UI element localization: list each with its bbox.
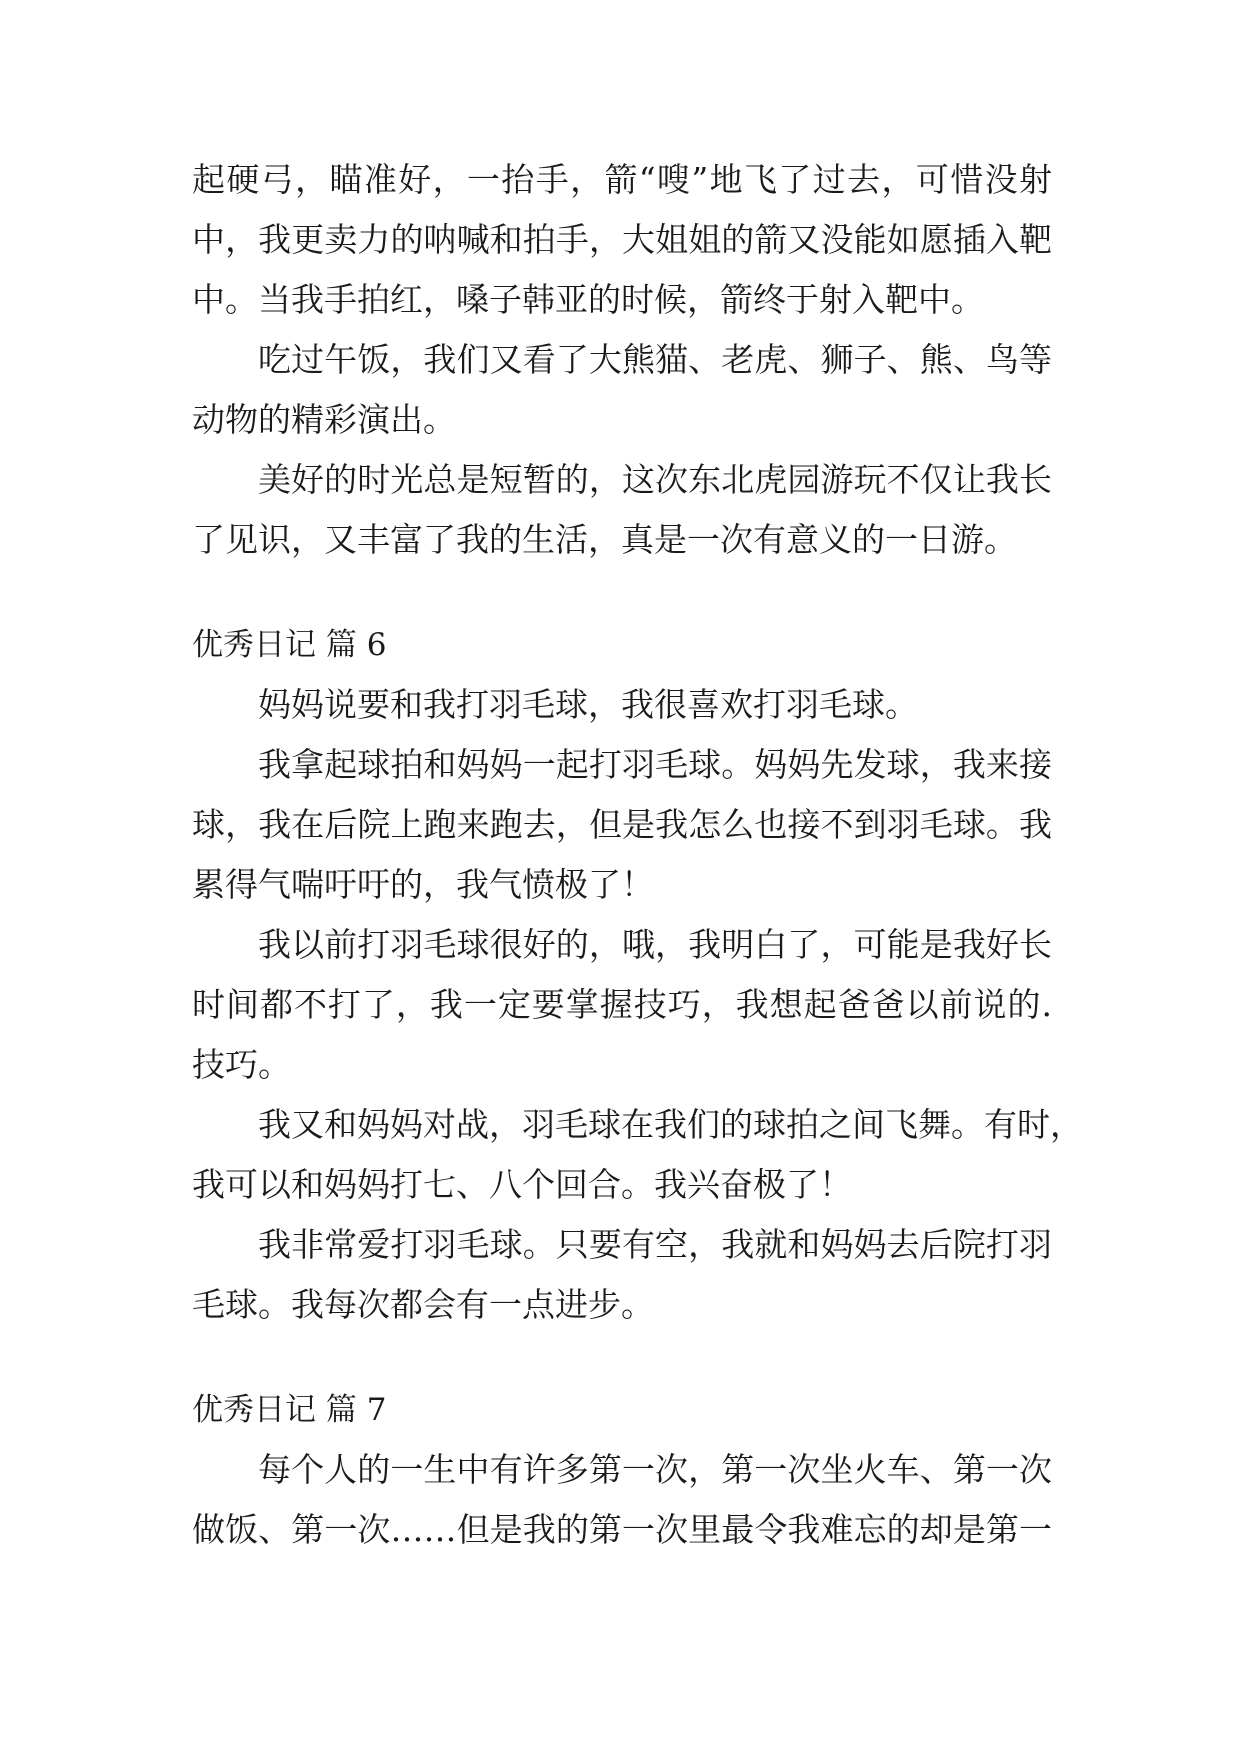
- paragraph: [192, 675, 1052, 735]
- section-heading: 优秀日记 篇 6: [192, 627, 387, 663]
- paragraph-line: 时间都不打了，我一定要掌握技巧，我想起爸爸以前说的.: [192, 985, 1052, 1024]
- paragraph-line: 我以前打羽毛球很好的，哦，我明白了，可能是我好长: [258, 925, 1052, 964]
- paragraph-line: 妈妈说要和我打羽毛球，我很喜欢打羽毛球。: [258, 685, 918, 724]
- diary-section-6: [192, 615, 1083, 1335]
- paragraph: [192, 450, 1052, 570]
- document-page: [192, 150, 1083, 1560]
- paragraph-line: 球，我在后院上跑来跑去，但是我怎么也接不到羽毛球。我: [192, 805, 1052, 844]
- paragraph-line: 吃过午饭，我们又看了大熊猫、老虎、狮子、熊、鸟等: [258, 340, 1052, 379]
- paragraph-line: 做饭、第一次……但是我的第一次里最令我难忘的却是第一: [192, 1510, 1052, 1549]
- diary-section-7: [192, 1380, 1052, 1560]
- section-heading: 优秀日记 篇 7: [192, 1392, 387, 1428]
- paragraph: [192, 1095, 1083, 1215]
- paragraph-line: 起硬弓，瞄准好，一抬手，箭“嗖”地飞了过去，可惜没射: [192, 160, 1052, 199]
- paragraph-line: 我又和妈妈对战，羽毛球在我们的球拍之间飞舞。有时，: [258, 1105, 1083, 1144]
- paragraph-line: 中，我更卖力的呐喊和拍手，大姐姐的箭又没能如愿插入靶: [192, 220, 1052, 259]
- paragraph: [192, 735, 1052, 915]
- section-gap: [192, 570, 1052, 615]
- paragraph-line: 了见识，又丰富了我的生活，真是一次有意义的一日游。: [192, 520, 1017, 559]
- paragraph-line: 美好的时光总是短暂的，这次东北虎园游玩不仅让我长: [258, 460, 1052, 499]
- paragraph: [192, 330, 1052, 450]
- paragraph: [192, 1215, 1052, 1335]
- previous-section-continuation: [192, 150, 1052, 570]
- paragraph-line: 毛球。我每次都会有一点进步。: [192, 1285, 654, 1324]
- paragraph-line: 中。当我手拍红，嗓子韩亚的时候，箭终于射入靶中。: [192, 280, 984, 319]
- paragraph-line: 我拿起球拍和妈妈一起打羽毛球。妈妈先发球，我来接: [258, 745, 1052, 784]
- paragraph-line: 我可以和妈妈打七、八个回合。我兴奋极了！: [192, 1165, 852, 1204]
- paragraph: [192, 915, 1052, 1095]
- paragraph-line: 我非常爱打羽毛球。只要有空，我就和妈妈去后院打羽: [258, 1225, 1052, 1264]
- paragraph-line: 累得气喘吁吁的，我气愤极了！: [192, 865, 654, 904]
- paragraph: [192, 150, 1052, 330]
- section-gap: [192, 1335, 1052, 1380]
- paragraph: [192, 1440, 1052, 1560]
- paragraph-line: 技巧。: [192, 1045, 291, 1084]
- paragraph-line: 动物的精彩演出。: [192, 400, 456, 439]
- paragraph-line: 每个人的一生中有许多第一次，第一次坐火车、第一次: [258, 1450, 1052, 1489]
